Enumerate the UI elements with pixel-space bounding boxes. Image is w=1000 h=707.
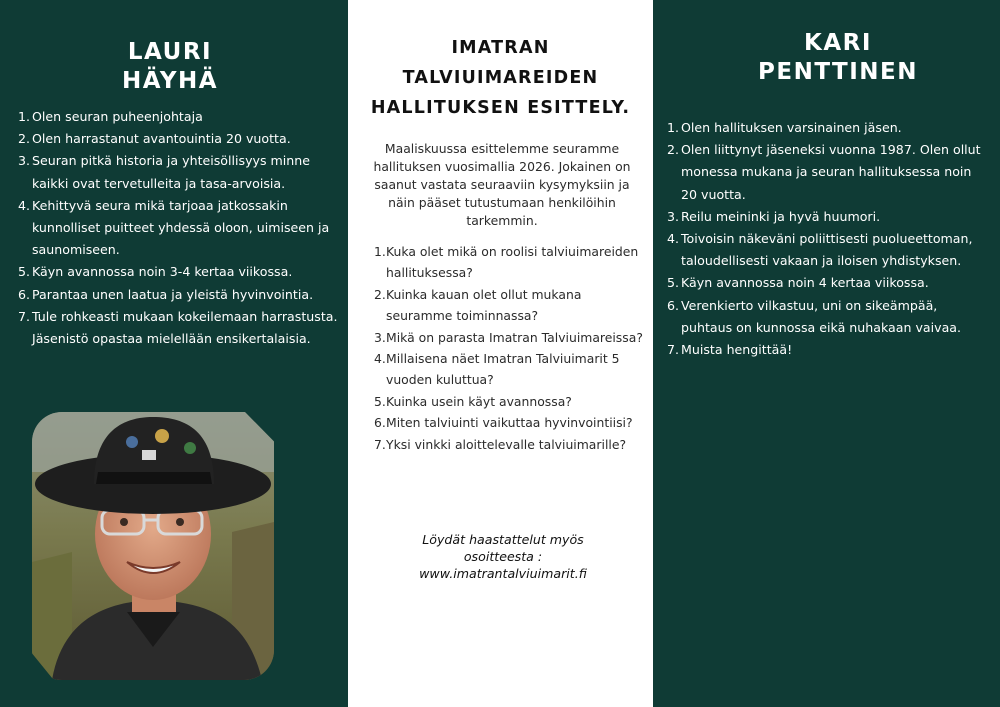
answer-number: 2. xyxy=(18,131,31,147)
answer-number: 1. xyxy=(667,120,680,135)
answers-list-lauri xyxy=(18,106,340,350)
question-number: 1. xyxy=(374,244,386,259)
question-item xyxy=(374,284,646,327)
question-number: 5. xyxy=(374,393,386,409)
answer-number: 3. xyxy=(667,208,680,224)
answer-text: Kehittyvä seura mikä tarjoaa jatkossakin kunnolliset puitteet yhdessä oloon, uimiseen ja saunomiseen. xyxy=(32,197,330,258)
answer-text: Tule rohkeasti mukaan kokeilemaan harrastusta. Jäsenistö opastaa mielellään ensikertalaisia. xyxy=(32,308,338,347)
question-text: Kuinka usein käyt avannossa? xyxy=(386,393,572,409)
answer-item xyxy=(18,195,340,262)
answer-item xyxy=(667,339,987,361)
answer-text: Olen harrastanut avantouintia 20 vuotta. xyxy=(32,131,291,147)
question-text: Yksi vinkki aloittelevalle talviuimarille? xyxy=(386,436,627,452)
question-text: Mikä on parasta Imatran Talviuimareissa? xyxy=(386,329,643,345)
answer-item xyxy=(667,272,987,294)
portrait-photo-lauri xyxy=(32,412,274,680)
answer-number: 5. xyxy=(667,275,680,291)
answer-item xyxy=(667,295,987,339)
question-text: Millaisena näet Imatran Talviuimarit 5 vuoden kuluttua? xyxy=(386,351,620,388)
question-item xyxy=(374,391,646,412)
question-item xyxy=(374,348,646,391)
question-text: Miten talviuinti vaikuttaa hyvinvointiisi? xyxy=(386,415,633,431)
answers-list-kari xyxy=(667,117,987,361)
question-number: 6. xyxy=(374,415,386,431)
profile-name-kari xyxy=(653,29,1000,87)
answer-item xyxy=(667,228,987,272)
answer-item xyxy=(18,150,340,194)
answer-number: 6. xyxy=(667,297,680,313)
intro-panel xyxy=(348,0,653,707)
answer-text: Parantaa unen laatua ja yleistä hyvinvointia. xyxy=(32,286,314,302)
answer-text: Toivoisin näkeväni poliittisesti puolueettoman, taloudellisesti vakaan ja iloisen yhdistyksen. xyxy=(681,231,973,269)
answer-item xyxy=(18,284,340,306)
question-item xyxy=(374,241,646,284)
answer-text: Käyn avannossa noin 4 kertaa viikossa. xyxy=(681,275,929,291)
name-line-2: PENTTINEN xyxy=(758,59,918,85)
question-text: Kuka olet mikä on roolisi talviuimareiden hallituksessa? xyxy=(386,244,639,281)
name-line-1: LAURI xyxy=(127,39,213,65)
questions-list xyxy=(374,241,646,455)
title-line-2: TALVIUIMAREIDEN xyxy=(402,68,599,88)
page-title xyxy=(348,33,653,123)
portrait-icon xyxy=(32,412,274,680)
intro-paragraph: Maaliskuussa esittelemme seuramme hallituksen vuosimallia 2026. Jokainen on saanut vastata seuraaviin kysymyksiin ja näin pääset tutustumaan henkilöihin tarkemmin. xyxy=(373,141,631,228)
question-number: 2. xyxy=(374,286,386,302)
answer-item xyxy=(18,128,340,150)
website-link[interactable]: www.imatrantalviuimarit.fi xyxy=(419,566,587,581)
answer-number: 3. xyxy=(18,153,31,169)
name-line-1: KARI xyxy=(804,30,872,56)
answer-text: Olen hallituksen varsinainen jäsen. xyxy=(681,120,902,135)
answer-item xyxy=(18,306,340,350)
answer-text: Olen liittynyt jäseneksi vuonna 1987. Olen ollut monessa mukana ja seuran hallituksessa noin 20 vuotta. xyxy=(681,142,981,202)
answer-number: 4. xyxy=(667,231,680,247)
answer-number: 5. xyxy=(18,264,31,280)
answer-text: Käyn avannossa noin 3-4 kertaa viikossa. xyxy=(32,264,293,280)
profile-name-lauri xyxy=(0,38,340,96)
question-item xyxy=(374,434,646,455)
answer-number: 4. xyxy=(18,197,31,213)
title-line-1: IMATRAN xyxy=(451,38,550,58)
answer-item xyxy=(667,139,987,206)
answer-number: 7. xyxy=(18,308,31,324)
answer-item xyxy=(667,206,987,228)
question-number: 4. xyxy=(374,351,386,367)
title-line-3: HALLITUKSEN ESITTELY. xyxy=(370,98,631,118)
answer-number: 6. xyxy=(18,286,31,302)
footer-line-1: Löydät haastattelut myös xyxy=(422,532,584,547)
question-item xyxy=(374,327,646,348)
answer-item xyxy=(667,117,987,139)
answer-item xyxy=(18,261,340,283)
answer-text: Muista hengittää! xyxy=(681,342,793,358)
answer-item xyxy=(18,106,340,128)
answer-text: Verenkierto vilkastuu, uni on sikeämpää, puhtaus on kunnossa eikä nuhakaan vaivaa. xyxy=(681,297,962,335)
answer-text: Seuran pitkä historia ja yhteisöllisyys minne kaikki ovat tervetulleita ja tasa-arvoisia. xyxy=(32,153,311,191)
left-profile-panel xyxy=(0,0,348,707)
answer-text: Olen seuran puheenjohtaja xyxy=(32,109,203,124)
answer-number: 1. xyxy=(18,109,31,124)
answer-number: 7. xyxy=(667,342,680,358)
question-number: 3. xyxy=(374,329,386,345)
question-number: 7. xyxy=(374,436,386,452)
name-line-2: HÄYHÄ xyxy=(121,68,219,94)
footer-line-2: osoitteesta : xyxy=(463,549,543,564)
answer-number: 2. xyxy=(667,142,680,158)
question-item xyxy=(374,412,646,433)
right-profile-panel xyxy=(653,0,1000,707)
question-text: Kuinka kauan olet ollut mukana seuramme toiminnassa? xyxy=(386,286,582,324)
interviews-footer xyxy=(378,531,628,582)
answer-text: Reilu meininki ja hyvä huumori. xyxy=(681,208,881,224)
